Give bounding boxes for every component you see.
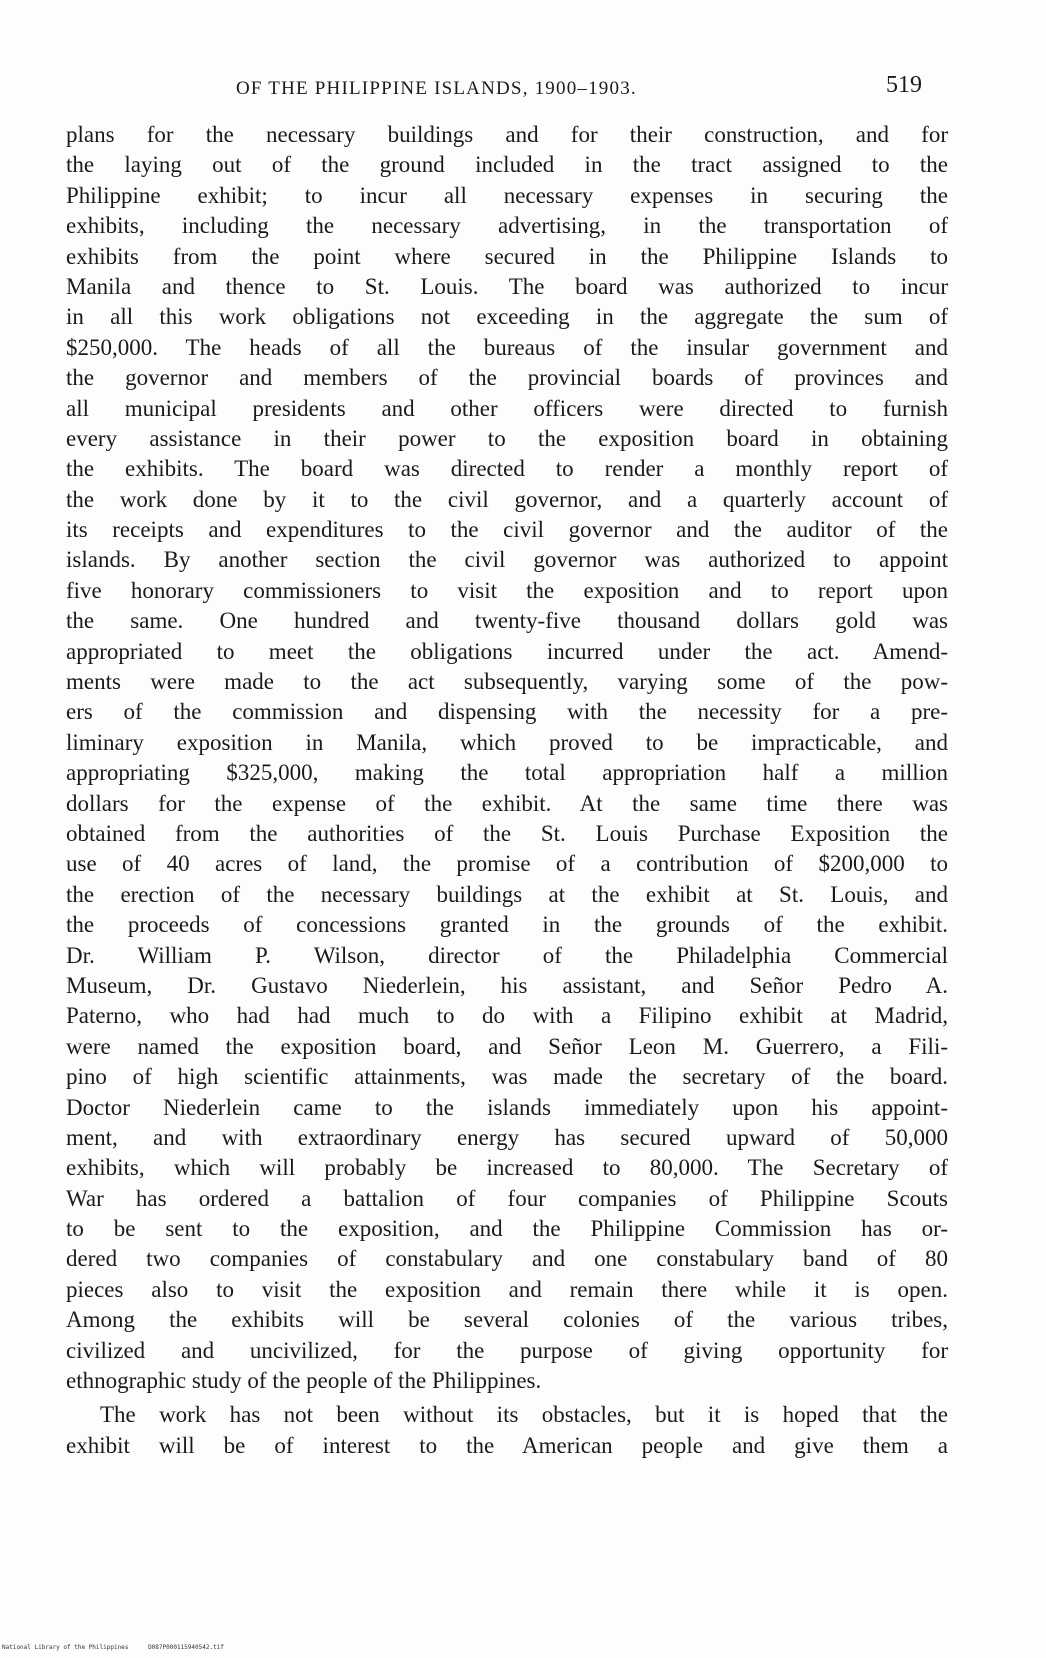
text-line: Philippine exhibit; to incur all necessary expenses in securing the: [66, 182, 948, 208]
text-line: appropriated to meet the obligations incurred under the act. Amend-: [66, 638, 948, 664]
page-number: 519: [886, 72, 922, 98]
text-line: obtained from the authorities of the St. Louis Purchase Exposition the: [66, 820, 948, 846]
text-line: pino of high scientific attainments, was made the secretary of the board.: [66, 1064, 948, 1090]
text-line: the proceeds of concessions granted in the grounds of the exhibit.: [66, 912, 948, 938]
page-header: [66, 72, 942, 106]
text-line: islands. By another section the civil governor was authorized to appoint: [66, 547, 948, 573]
text-line: Paterno, who had had much to do with a Filipino exhibit at Madrid,: [66, 1003, 948, 1029]
text-line: the work done by it to the civil governor, and a quarterly account of: [66, 486, 948, 512]
text-line: ments were made to the act subsequently, varying some of the pow-: [66, 669, 948, 695]
text-line: five honorary commissioners to visit the exposition and to report upon: [66, 577, 948, 603]
text-line: all municipal presidents and other officers were directed to furnish: [66, 395, 948, 421]
paragraph-1: [66, 120, 948, 1396]
text-line: Manila and thence to St. Louis. The board was authorized to incur: [66, 273, 948, 299]
paragraph-2: [66, 1400, 948, 1461]
text-line: in all this work obligations not exceeding in the aggregate the sum of: [66, 304, 948, 330]
text-line: the exhibits. The board was directed to render a monthly report of: [66, 456, 948, 482]
text-line: pieces also to visit the exposition and remain there while it is open.: [66, 1276, 948, 1302]
text-line: the erection of the necessary buildings at the exhibit at St. Louis, and: [66, 881, 948, 907]
text-line: ment, and with extraordinary energy has secured upward of 50,000: [66, 1124, 948, 1150]
text-line: use of 40 acres of land, the promise of a contribution of $200,000 to: [66, 851, 948, 877]
text-line: Dr. William P. Wilson, director of the Philadelphia Commercial: [66, 942, 948, 968]
text-line: the same. One hundred and twenty-five thousand dollars gold was: [66, 608, 948, 634]
text-line: Doctor Niederlein came to the islands immediately upon his appoint-: [66, 1094, 948, 1120]
text-line: to be sent to the exposition, and the Philippine Commission has or-: [66, 1216, 948, 1242]
text-line: plans for the necessary buildings and for their construction, and for: [66, 122, 948, 147]
text-line: appropriating $325,000, making the total appropriation half a million: [66, 760, 948, 786]
text-line: exhibits from the point where secured in the Philippine Islands to: [66, 243, 948, 269]
text-line: liminary exposition in Manila, which proved to be impracticable, and: [66, 729, 948, 755]
text-line: exhibits, which will probably be increased to 80,000. The Secretary of: [66, 1155, 948, 1181]
text-line: its receipts and expenditures to the civil governor and the auditor of the: [66, 517, 948, 543]
text-line: exhibits, including the necessary advertising, in the transportation of: [66, 213, 948, 239]
text-line: Among the exhibits will be several colonies of the various tribes,: [66, 1307, 948, 1333]
running-title: OF THE PHILIPPINE ISLANDS, 1900–1903.: [236, 78, 637, 99]
text-line: ers of the commission and dispensing with the necessity for a pre-: [66, 699, 948, 725]
scan-footer: [2, 1644, 240, 1651]
text-line: War has ordered a battalion of four companies of Philippine Scouts: [66, 1185, 948, 1211]
text-line: dollars for the expense of the exhibit. At the same time there was: [66, 790, 948, 816]
text-line: were named the exposition board, and Señor Leon M. Guerrero, a Fili-: [66, 1033, 948, 1059]
text-line: every assistance in their power to the exposition board in obtaining: [66, 425, 948, 451]
library-credit: National Library of the Philippines: [2, 1644, 129, 1651]
text-line: Museum, Dr. Gustavo Niederlein, his assistant, and Señor Pedro A.: [66, 972, 948, 998]
text-line: $250,000. The heads of all the bureaus of the insular government and: [66, 334, 948, 360]
text-line: The work has not been without its obstacles, but it is hoped that the: [100, 1402, 948, 1428]
file-id: D087P000115940542.tif: [148, 1644, 224, 1651]
text-line: the laying out of the ground included in the tract assigned to the: [66, 152, 948, 178]
text-line: exhibit will be of interest to the American people and give them a: [66, 1432, 948, 1458]
text-line: the governor and members of the provincial boards of provinces and: [66, 365, 948, 391]
text-line: civilized and uncivilized, for the purpose of giving opportunity for: [66, 1337, 948, 1363]
text-line: dered two companies of constabulary and one constabulary band of 80: [66, 1246, 948, 1272]
body-text: [66, 120, 948, 1461]
text-line: ethnographic study of the people of the Philippines.: [66, 1368, 542, 1394]
